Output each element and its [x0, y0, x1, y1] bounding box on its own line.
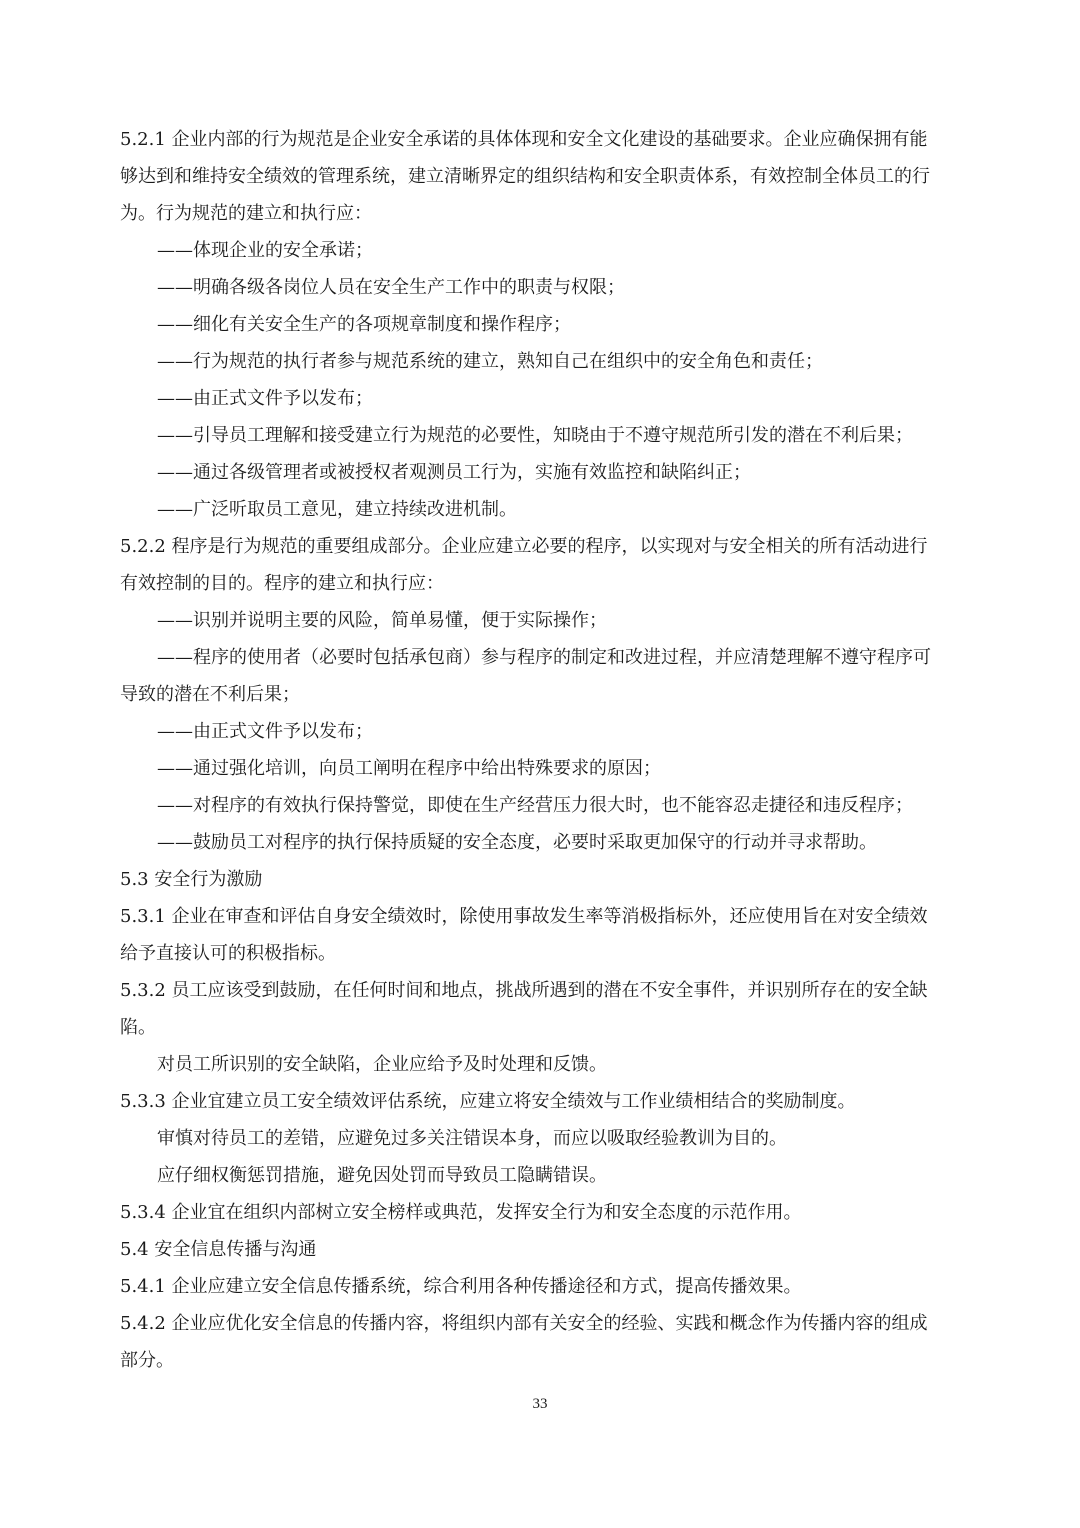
- paragraph: 对员工所识别的安全缺陷，企业应给予及时处理和反馈。: [157, 1054, 607, 1075]
- clause-5-4-2-line-2: 部分。: [120, 1350, 174, 1371]
- section-heading-5-3: 5.3 安全行为激励: [120, 869, 263, 890]
- list-item-continuation: 导致的潜在不利后果；: [120, 684, 300, 705]
- clause-5-2-1-line-1: 5.2.1 企业内部的行为规范是企业安全承诺的具体体现和安全文化建设的基础要求。企业应确保拥有能: [120, 129, 928, 150]
- paragraph: 审慎对待员工的差错，应避免过多关注错误本身，而应以吸取经验教训为目的。: [157, 1128, 787, 1149]
- clause-5-2-1-line-3: 为。行为规范的建立和执行应：: [120, 203, 372, 224]
- list-item: ——对程序的有效执行保持警觉，即使在生产经营压力很大时，也不能容忍走捷径和违反程序；: [157, 795, 913, 816]
- clause-5-3-2-line-2: 陷。: [120, 1017, 156, 1038]
- clause-5-2-2-line-1: 5.2.2 程序是行为规范的重要组成部分。企业应建立必要的程序，以实现对与安全相关的所有活动进行: [120, 536, 928, 557]
- list-item: ——由正式文件予以发布；: [157, 388, 373, 409]
- page-number: 33: [532, 1396, 548, 1412]
- list-item: ——鼓励员工对程序的执行保持质疑的安全态度，必要时采取更加保守的行动并寻求帮助。: [157, 832, 877, 853]
- section-heading-5-4: 5.4 安全信息传播与沟通: [120, 1239, 317, 1260]
- list-item: ——引导员工理解和接受建立行为规范的必要性，知晓由于不遵守规范所引发的潜在不利后果；: [157, 425, 913, 446]
- list-item: ——体现企业的安全承诺；: [157, 240, 373, 261]
- list-item: ——通过各级管理者或被授权者观测员工行为，实施有效监控和缺陷纠正；: [157, 462, 751, 483]
- list-item: ——通过强化培训，向员工阐明在程序中给出特殊要求的原因；: [157, 758, 661, 779]
- clause-5-2-1-line-2: 够达到和维持安全绩效的管理系统，建立清晰界定的组织结构和安全职责体系，有效控制全体员工的行: [120, 166, 930, 187]
- paragraph: 应仔细权衡惩罚措施，避免因处罚而导致员工隐瞒错误。: [157, 1165, 607, 1186]
- clause-5-4-2-line-1: 5.4.2 企业应优化安全信息的传播内容，将组织内部有关安全的经验、实践和概念作为传播内容的组成: [120, 1313, 928, 1334]
- list-item: ——程序的使用者（必要时包括承包商）参与程序的制定和改进过程，并应清楚理解不遵守程序可: [157, 647, 931, 668]
- list-item: ——行为规范的执行者参与规范系统的建立，熟知自己在组织中的安全角色和责任；: [157, 351, 823, 372]
- clause-5-3-1-line-2: 给予直接认可的积极指标。: [120, 943, 336, 964]
- list-item: ——细化有关安全生产的各项规章制度和操作程序；: [157, 314, 571, 335]
- clause-5-2-2-line-2: 有效控制的目的。程序的建立和执行应：: [120, 573, 444, 594]
- clause-5-3-3: 5.3.3 企业宜建立员工安全绩效评估系统，应建立将安全绩效与工作业绩相结合的奖励制度。: [120, 1091, 856, 1112]
- clause-5-3-4: 5.3.4 企业宜在组织内部树立安全榜样或典范，发挥安全行为和安全态度的示范作用。: [120, 1202, 802, 1223]
- list-item: ——广泛听取员工意见，建立持续改进机制。: [157, 499, 517, 520]
- clause-5-4-1: 5.4.1 企业应建立安全信息传播系统，综合利用各种传播途径和方式，提高传播效果。: [120, 1276, 802, 1297]
- list-item: ——由正式文件予以发布；: [157, 721, 373, 742]
- list-item: ——识别并说明主要的风险，简单易懂，便于实际操作；: [157, 610, 607, 631]
- list-item: ——明确各级各岗位人员在安全生产工作中的职责与权限；: [157, 277, 625, 298]
- document-body: [120, 121, 980, 1379]
- clause-5-3-2-line-1: 5.3.2 员工应该受到鼓励，在任何时间和地点，挑战所遇到的潜在不安全事件，并识别所存在的安全缺: [120, 980, 928, 1001]
- clause-5-3-1-line-1: 5.3.1 企业在审查和评估自身安全绩效时，除使用事故发生率等消极指标外，还应使用旨在对安全绩效: [120, 906, 928, 927]
